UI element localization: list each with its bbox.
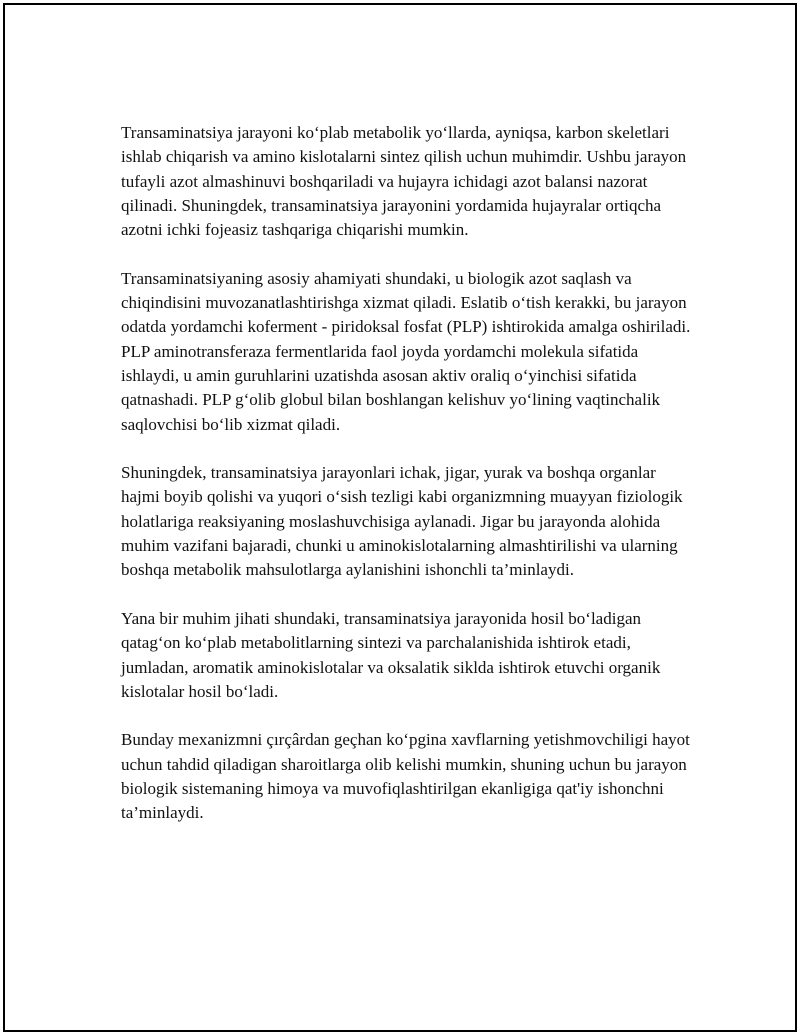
paragraph-2: Transaminatsiyaning asosiy ahamiyati shundaki, u biologik azot saqlash va chiqindisini muvozanatlashtirishga xizmat qiladi. Eslatib o‘tish kerakki, bu jarayon odatda yordamchi koferment - piridoksal fosfat (PLP) ishtirokida amalga oshiriladi. PLP aminotransferaza fermentlarida faol joyda yordamchi molekula sifatida ishlaydi, u amin guruhlarini uzatishda asosan aktiv oraliq o‘yinchisi sifatida qatnashadi. PLP g‘olib globul bilan boshlangan kelishuv yo‘lining vaqtinchalik saqlovchisi bo‘lib xizmat qiladi. <box>121 268 691 434</box>
paragraph-5: Bunday mexanizmni çırçârdan geçhan ko‘pgina xavflarning yetishmovchiligi hayot uchun tahdid qiladigan sharoitlarga olib kelishi mumkin, shuning uchun bu jarayon biologik sistemaning himoya va muvofiqlashtirilgan ekanligiga qat'iy ishonchni ta’minlaydi. <box>121 730 690 823</box>
paragraph-4: Yana bir muhim jihati shundaki, transaminatsiya jarayonida hosil bo‘ladigan qatag‘on ko‘plab metabolitlarning sintezi va parchalanishida ishtirok etadi, jumladan, aromatik aminokislotalar va oksalatik siklda ishtirok etuvchi organik kislotalar hosil bo‘ladi. <box>121 608 661 701</box>
paragraph-1: Transaminatsiya jarayoni ko‘plab metabolik yo‘llarda, ayniqsa, karbon skeletlari ishlab chiqarish va amino kislotalarni sintez qilish uchun muhimdir. Ushbu jarayon tufayli azot almashinuvi boshqariladi va hujayra ichidagi azot balansi nazorat qilinadi. Shuningdek, transaminatsiya jarayonini yordamida hujayralar ortiqcha azotni ichki fojeasiz tashqariga chiqarishi mumkin. <box>121 123 687 240</box>
paragraph-3: Shuningdek, transaminatsiya jarayonlari ichak, jigar, yurak va boshqa organlar hajmi boyib qolishi va yuqori o‘sish tezligi kabi organizmning muayyan fiziologik holatlariga reaksiyaning moslashuvchisiga aylanadi. Jigar bu jarayonda alohida muhim vazifani bajaradi, chunki u aminokislotalarning almashtirilishi va ularning boshqa metabolik mahsulotlarga aylanishini ishonchli ta’minlaydi. <box>121 463 683 580</box>
document-body <box>121 121 691 850</box>
document-page <box>3 3 797 1032</box>
